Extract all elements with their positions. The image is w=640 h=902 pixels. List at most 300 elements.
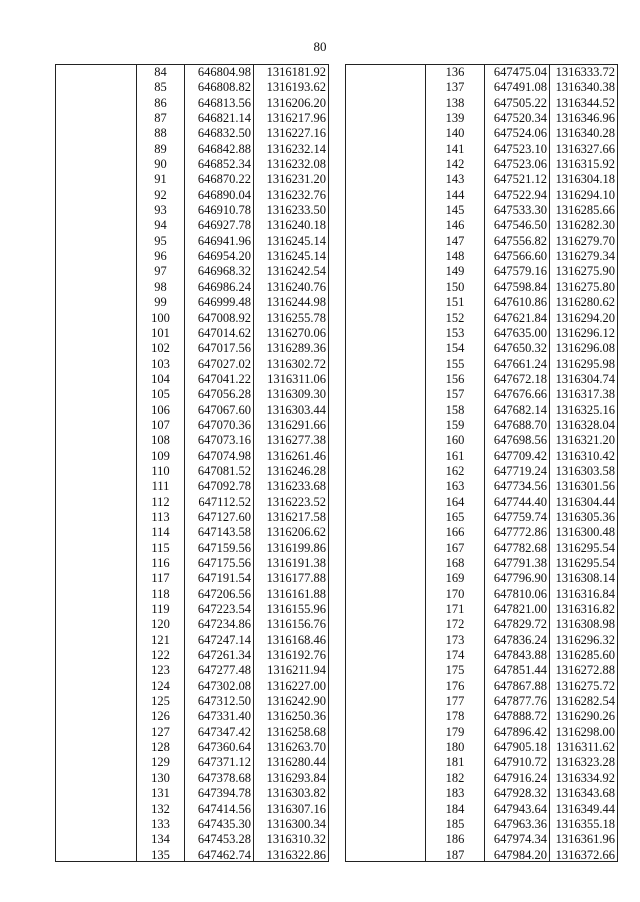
y-coordinate-cell: 1316340.38: [555, 80, 615, 95]
x-coordinate-cell: 647782.68: [493, 540, 547, 555]
y-coordinate-cell: 1316223.52: [266, 494, 326, 509]
x-coordinate-cell: 647698.56: [493, 433, 547, 448]
x-coordinate-cell: 647223.54: [197, 602, 251, 617]
y-coordinate-cell: 1316349.44: [555, 801, 615, 816]
y-coordinate-cell: 1316280.62: [555, 295, 615, 310]
x-coordinate-cell: 647719.24: [493, 463, 547, 478]
y-coordinate-cell: 1316155.96: [266, 602, 326, 617]
y-coordinate-cell: 1316325.16: [555, 402, 615, 417]
point-number-cell: 121: [151, 632, 170, 647]
x-coordinate-column: [484, 65, 549, 861]
x-coordinate-cell: 647312.50: [197, 694, 251, 709]
point-number-cell: 117: [151, 571, 170, 586]
point-number-cell: 114: [151, 525, 170, 540]
x-coordinate-cell: 646821.14: [197, 111, 251, 126]
x-coordinate-column: [184, 65, 253, 861]
point-number-cell: 111: [151, 479, 170, 494]
x-coordinate-cell: 647546.50: [493, 218, 547, 233]
y-coordinate-cell: 1316346.96: [555, 111, 615, 126]
x-coordinate-cell: 647127.60: [197, 509, 251, 524]
y-coordinate-cell: 1316343.68: [555, 786, 615, 801]
x-coordinate-cell: 647074.98: [197, 448, 251, 463]
point-number-cell: 175: [445, 663, 465, 678]
y-coordinate-cell: 1316316.84: [555, 586, 615, 601]
point-number-cell: 177: [445, 694, 465, 709]
x-coordinate-cell: 647414.56: [197, 801, 251, 816]
x-coordinate-cell: 647491.08: [493, 80, 547, 95]
point-number-cell: 87: [154, 111, 167, 126]
point-number-cell: 103: [151, 356, 170, 371]
point-number-cell: 187: [445, 847, 465, 862]
point-number-cell: 93: [154, 203, 167, 218]
y-coordinate-cell: 1316296.32: [555, 632, 615, 647]
point-number-column: [136, 65, 184, 861]
page-number: 80: [313, 39, 327, 54]
y-coordinate-cell: 1316211.94: [267, 663, 326, 678]
x-coordinate-cell: 647796.90: [493, 571, 547, 586]
y-coordinate-cell: 1316285.60: [555, 648, 615, 663]
y-coordinate-cell: 1316301.56: [555, 479, 615, 494]
point-number-cell: 164: [445, 494, 465, 509]
y-coordinate-cell: 1316206.62: [266, 525, 326, 540]
x-coordinate-cell: 647829.72: [493, 617, 547, 632]
coordinate-table-right: [345, 64, 618, 862]
y-coordinate-cell: 1316340.28: [555, 126, 615, 141]
y-coordinate-cell: 1316177.88: [266, 571, 326, 586]
x-coordinate-cell: 647159.56: [197, 540, 251, 555]
y-coordinate-cell: 1316328.04: [555, 417, 615, 432]
point-number-cell: 139: [445, 111, 465, 126]
x-coordinate-cell: 647331.40: [197, 709, 251, 724]
point-number-cell: 149: [445, 264, 465, 279]
y-coordinate-cell: 1316181.92: [266, 65, 326, 79]
y-coordinate-cell: 1316293.84: [266, 770, 326, 785]
point-number-cell: 176: [445, 678, 465, 693]
y-coordinate-cell: 1316304.74: [555, 371, 615, 386]
x-coordinate-cell: 647371.12: [197, 755, 251, 770]
x-coordinate-cell: 647672.18: [493, 371, 547, 386]
point-number-cell: 118: [151, 586, 170, 601]
point-number-cell: 161: [445, 448, 465, 463]
point-number-cell: 153: [445, 325, 465, 340]
point-number-cell: 180: [445, 740, 465, 755]
x-coordinate-cell: 646910.78: [197, 203, 251, 218]
point-number-cell: 86: [154, 95, 167, 110]
point-number-cell: 85: [154, 80, 167, 95]
x-coordinate-cell: 646927.78: [197, 218, 251, 233]
y-coordinate-cell: 1316246.28: [266, 463, 326, 478]
point-number-cell: 89: [154, 141, 167, 156]
point-number-cell: 163: [445, 479, 465, 494]
y-coordinate-cell: 1316277.38: [266, 433, 326, 448]
point-number-cell: 154: [445, 341, 465, 356]
y-coordinate-cell: 1316334.92: [555, 770, 615, 785]
point-number-cell: 141: [445, 141, 465, 156]
y-coordinate-cell: 1316282.30: [555, 218, 615, 233]
point-number-cell: 112: [151, 494, 170, 509]
y-coordinate-cell: 1316298.00: [555, 724, 615, 739]
point-number-cell: 94: [154, 218, 167, 233]
point-number-cell: 148: [445, 249, 465, 264]
y-coordinate-cell: 1316310.32: [266, 832, 326, 847]
y-coordinate-cell: 1316242.54: [266, 264, 326, 279]
y-coordinate-cell: 1316294.20: [555, 310, 615, 325]
x-coordinate-cell: 647943.64: [493, 801, 547, 816]
point-number-cell: 171: [445, 602, 465, 617]
y-coordinate-cell: 1316227.16: [266, 126, 326, 141]
point-number-cell: 172: [445, 617, 465, 632]
point-number-cell: 144: [445, 187, 465, 202]
y-coordinate-column: [549, 65, 617, 861]
y-coordinate-cell: 1316242.90: [266, 694, 326, 709]
point-number-cell: 150: [445, 279, 465, 294]
y-coordinate-cell: 1316217.96: [266, 111, 326, 126]
y-coordinate-cell: 1316232.14: [266, 141, 326, 156]
y-coordinate-cell: 1316291.66: [266, 417, 326, 432]
x-coordinate-cell: 646968.32: [197, 264, 251, 279]
point-number-cell: 128: [151, 740, 170, 755]
x-coordinate-cell: 647963.36: [493, 816, 547, 831]
x-coordinate-cell: 647206.56: [197, 586, 251, 601]
x-coordinate-cell: 647984.20: [493, 847, 547, 862]
x-coordinate-cell: 647008.92: [197, 310, 251, 325]
y-coordinate-cell: 1316199.86: [266, 540, 326, 555]
x-coordinate-cell: 647014.62: [197, 325, 251, 340]
x-coordinate-cell: 647522.94: [493, 187, 547, 202]
point-number-column: [425, 65, 484, 861]
y-coordinate-cell: 1316282.54: [555, 694, 615, 709]
x-coordinate-cell: 646852.34: [197, 157, 251, 172]
point-number-cell: 96: [154, 249, 167, 264]
point-number-cell: 125: [151, 694, 170, 709]
x-coordinate-cell: 647650.32: [493, 341, 547, 356]
x-coordinate-cell: 647302.08: [197, 678, 251, 693]
x-coordinate-cell: 646890.04: [197, 187, 251, 202]
y-coordinate-cell: 1316296.12: [555, 325, 615, 340]
y-coordinate-cell: 1316315.92: [555, 157, 615, 172]
x-coordinate-cell: 647734.56: [493, 479, 547, 494]
point-number-cell: 119: [151, 602, 170, 617]
y-coordinate-cell: 1316227.00: [266, 678, 326, 693]
point-number-cell: 92: [154, 187, 167, 202]
point-number-cell: 95: [154, 233, 167, 248]
x-coordinate-cell: 647081.52: [197, 463, 251, 478]
point-number-cell: 167: [445, 540, 465, 555]
y-coordinate-cell: 1316217.58: [266, 509, 326, 524]
point-number-cell: 84: [154, 65, 167, 79]
point-number-cell: 110: [151, 463, 170, 478]
y-coordinate-cell: 1316300.48: [555, 525, 615, 540]
x-coordinate-cell: 647073.16: [197, 433, 251, 448]
point-number-cell: 106: [151, 402, 170, 417]
x-coordinate-cell: 647533.30: [493, 203, 547, 218]
point-number-cell: 185: [445, 816, 465, 831]
x-coordinate-cell: 647843.88: [493, 648, 547, 663]
x-coordinate-cell: 647579.16: [493, 264, 547, 279]
point-number-cell: 90: [154, 157, 167, 172]
point-number-cell: 155: [445, 356, 465, 371]
y-coordinate-cell: 1316355.18: [555, 816, 615, 831]
point-number-cell: 97: [154, 264, 167, 279]
y-coordinate-cell: 1316272.88: [555, 663, 615, 678]
y-coordinate-cell: 1316279.34: [555, 249, 615, 264]
x-coordinate-cell: 647877.76: [493, 694, 547, 709]
x-coordinate-cell: 647810.06: [493, 586, 547, 601]
x-coordinate-cell: 647682.14: [493, 402, 547, 417]
y-coordinate-cell: 1316304.44: [555, 494, 615, 509]
y-coordinate-cell: 1316303.58: [555, 463, 615, 478]
x-coordinate-cell: 647836.24: [493, 632, 547, 647]
point-number-cell: 120: [151, 617, 170, 632]
x-coordinate-cell: 647867.88: [493, 678, 547, 693]
point-number-cell: 157: [445, 387, 465, 402]
point-number-cell: 170: [445, 586, 465, 601]
point-number-cell: 131: [151, 786, 170, 801]
x-coordinate-cell: 647523.10: [493, 141, 547, 156]
x-coordinate-cell: 647524.06: [493, 126, 547, 141]
point-number-cell: 174: [445, 648, 465, 663]
x-coordinate-cell: 647772.86: [493, 525, 547, 540]
x-coordinate-cell: 647027.02: [197, 356, 251, 371]
blank-column: [56, 65, 136, 861]
point-number-cell: 166: [445, 525, 465, 540]
y-coordinate-cell: 1316372.66: [555, 847, 615, 862]
x-coordinate-cell: 646832.50: [197, 126, 251, 141]
y-coordinate-cell: 1316295.54: [555, 556, 615, 570]
x-coordinate-cell: 647598.84: [493, 279, 547, 294]
point-number-cell: 186: [445, 832, 465, 847]
x-coordinate-cell: 647017.56: [197, 341, 251, 356]
y-coordinate-cell: 1316322.86: [266, 847, 326, 862]
point-number-cell: 134: [151, 832, 170, 847]
x-coordinate-cell: 647520.34: [493, 111, 547, 126]
x-coordinate-cell: 647910.72: [493, 755, 547, 770]
x-coordinate-cell: 646870.22: [197, 172, 251, 187]
x-coordinate-cell: 647928.32: [493, 786, 547, 801]
point-number-cell: 182: [445, 770, 465, 785]
point-number-cell: 181: [445, 755, 465, 770]
x-coordinate-cell: 647974.34: [493, 832, 547, 847]
y-coordinate-cell: 1316303.82: [266, 786, 326, 801]
point-number-cell: 99: [154, 295, 167, 310]
y-coordinate-cell: 1316193.62: [266, 80, 326, 95]
y-coordinate-cell: 1316300.34: [266, 816, 326, 831]
y-coordinate-cell: 1316327.66: [555, 141, 615, 156]
y-coordinate-cell: 1316294.10: [555, 187, 615, 202]
y-coordinate-cell: 1316302.72: [266, 356, 326, 371]
y-coordinate-cell: 1316206.20: [266, 95, 326, 110]
y-coordinate-cell: 1316255.78: [266, 310, 326, 325]
x-coordinate-cell: 647247.14: [197, 632, 251, 647]
point-number-cell: 184: [445, 801, 465, 816]
x-coordinate-cell: 647521.12: [493, 172, 547, 187]
x-coordinate-cell: 647688.70: [493, 417, 547, 432]
x-coordinate-cell: 647070.36: [197, 417, 251, 432]
point-number-cell: 140: [445, 126, 465, 141]
x-coordinate-cell: 647092.78: [197, 479, 251, 494]
y-coordinate-cell: 1316191.38: [266, 556, 326, 570]
y-coordinate-cell: 1316240.18: [266, 218, 326, 233]
y-coordinate-cell: 1316310.42: [555, 448, 615, 463]
y-coordinate-cell: 1316156.76: [266, 617, 326, 632]
y-coordinate-cell: 1316232.08: [266, 157, 326, 172]
y-coordinate-cell: 1316305.36: [555, 509, 615, 524]
y-coordinate-cell: 1316279.70: [555, 233, 615, 248]
point-number-cell: 136: [445, 65, 465, 79]
x-coordinate-cell: 647556.82: [493, 233, 547, 248]
x-coordinate-cell: 646986.24: [197, 279, 251, 294]
point-number-cell: 173: [445, 632, 465, 647]
x-coordinate-cell: 647261.34: [197, 648, 251, 663]
point-number-cell: 169: [445, 571, 465, 586]
x-coordinate-cell: 647435.30: [197, 816, 251, 831]
point-number-cell: 138: [445, 95, 465, 110]
point-number-cell: 133: [151, 816, 170, 831]
blank-column: [346, 65, 425, 861]
y-coordinate-cell: 1316275.90: [555, 264, 615, 279]
x-coordinate-cell: 647056.28: [197, 387, 251, 402]
x-coordinate-cell: 647041.22: [197, 371, 251, 386]
point-number-cell: 127: [151, 724, 170, 739]
y-coordinate-cell: 1316290.26: [555, 709, 615, 724]
point-number-cell: 116: [151, 556, 170, 570]
y-coordinate-column: [253, 65, 328, 861]
y-coordinate-cell: 1316250.36: [266, 709, 326, 724]
point-number-cell: 147: [445, 233, 465, 248]
x-coordinate-cell: 646999.48: [197, 295, 251, 310]
point-number-cell: 105: [151, 387, 170, 402]
x-coordinate-cell: 647821.00: [493, 602, 547, 617]
point-number-cell: 146: [445, 218, 465, 233]
point-number-cell: 143: [445, 172, 465, 187]
y-coordinate-cell: 1316168.46: [266, 632, 326, 647]
x-coordinate-cell: 646954.20: [197, 249, 251, 264]
point-number-cell: 179: [445, 724, 465, 739]
point-number-cell: 104: [151, 371, 170, 386]
x-coordinate-cell: 647896.42: [493, 724, 547, 739]
y-coordinate-cell: 1316323.28: [555, 755, 615, 770]
y-coordinate-cell: 1316308.14: [555, 571, 615, 586]
y-coordinate-cell: 1316231.20: [266, 172, 326, 187]
point-number-cell: 126: [151, 709, 170, 724]
point-number-cell: 156: [445, 371, 465, 386]
y-coordinate-cell: 1316280.44: [266, 755, 326, 770]
point-number-cell: 88: [154, 126, 167, 141]
x-coordinate-cell: 647744.40: [493, 494, 547, 509]
y-coordinate-cell: 1316232.76: [266, 187, 326, 202]
y-coordinate-cell: 1316258.68: [266, 724, 326, 739]
x-coordinate-cell: 647191.54: [197, 571, 251, 586]
x-coordinate-cell: 647523.06: [493, 157, 547, 172]
y-coordinate-cell: 1316344.52: [555, 95, 615, 110]
point-number-cell: 168: [445, 556, 465, 570]
point-number-cell: 129: [151, 755, 170, 770]
x-coordinate-cell: 647905.18: [493, 740, 547, 755]
y-coordinate-cell: 1316309.30: [266, 387, 326, 402]
x-coordinate-cell: 647661.24: [493, 356, 547, 371]
y-coordinate-cell: 1316285.66: [555, 203, 615, 218]
y-coordinate-cell: 1316263.70: [266, 740, 326, 755]
point-number-cell: 151: [445, 295, 465, 310]
point-number-cell: 132: [151, 801, 170, 816]
point-number-cell: 101: [151, 325, 170, 340]
x-coordinate-cell: 647759.74: [493, 509, 547, 524]
x-coordinate-cell: 647635.00: [493, 325, 547, 340]
y-coordinate-cell: 1316308.98: [555, 617, 615, 632]
y-coordinate-cell: 1316296.08: [555, 341, 615, 356]
y-coordinate-cell: 1316333.72: [555, 65, 615, 79]
point-number-cell: 183: [445, 786, 465, 801]
point-number-cell: 108: [151, 433, 170, 448]
point-number-cell: 115: [151, 540, 170, 555]
y-coordinate-cell: 1316245.14: [266, 233, 326, 248]
x-coordinate-cell: 647621.84: [493, 310, 547, 325]
y-coordinate-cell: 1316295.98: [555, 356, 615, 371]
point-number-cell: 113: [151, 509, 170, 524]
x-coordinate-cell: 646941.96: [197, 233, 251, 248]
x-coordinate-cell: 646804.98: [197, 65, 251, 79]
x-coordinate-cell: 647676.66: [493, 387, 547, 402]
x-coordinate-cell: 647851.44: [493, 663, 547, 678]
coordinate-table-left: [55, 64, 329, 862]
y-coordinate-cell: 1316275.80: [555, 279, 615, 294]
y-coordinate-cell: 1316233.68: [266, 479, 326, 494]
point-number-cell: 107: [151, 417, 170, 432]
point-number-cell: 165: [445, 509, 465, 524]
x-coordinate-cell: 647916.24: [493, 770, 547, 785]
point-number-cell: 178: [445, 709, 465, 724]
y-coordinate-cell: 1316270.06: [266, 325, 326, 340]
point-number-cell: 159: [445, 417, 465, 432]
x-coordinate-cell: 647143.58: [197, 525, 251, 540]
y-coordinate-cell: 1316289.36: [266, 341, 326, 356]
y-coordinate-cell: 1316245.14: [266, 249, 326, 264]
point-number-cell: 130: [151, 770, 170, 785]
point-number-cell: 160: [445, 433, 465, 448]
point-number-cell: 122: [151, 648, 170, 663]
x-coordinate-cell: 647234.86: [197, 617, 251, 632]
x-coordinate-cell: 647347.42: [197, 724, 251, 739]
x-coordinate-cell: 647709.42: [493, 448, 547, 463]
x-coordinate-cell: 646813.56: [197, 95, 251, 110]
y-coordinate-cell: 1316317.38: [555, 387, 615, 402]
x-coordinate-cell: 647453.28: [197, 832, 251, 847]
x-coordinate-cell: 647112.52: [198, 494, 251, 509]
point-number-cell: 91: [154, 172, 167, 187]
x-coordinate-cell: 647277.48: [197, 663, 251, 678]
point-number-cell: 98: [154, 279, 167, 294]
y-coordinate-cell: 1316240.76: [266, 279, 326, 294]
x-coordinate-cell: 647505.22: [493, 95, 547, 110]
point-number-cell: 137: [445, 80, 465, 95]
point-number-cell: 124: [151, 678, 170, 693]
point-number-cell: 162: [445, 463, 465, 478]
y-coordinate-cell: 1316361.96: [555, 832, 615, 847]
y-coordinate-cell: 1316304.18: [555, 172, 615, 187]
point-number-cell: 158: [445, 402, 465, 417]
x-coordinate-cell: 647462.74: [197, 847, 251, 862]
x-coordinate-cell: 647394.78: [197, 786, 251, 801]
x-coordinate-cell: 647791.38: [493, 556, 547, 570]
x-coordinate-cell: 647175.56: [197, 556, 251, 570]
y-coordinate-cell: 1316295.54: [555, 540, 615, 555]
x-coordinate-cell: 647888.72: [493, 709, 547, 724]
y-coordinate-cell: 1316261.46: [266, 448, 326, 463]
y-coordinate-cell: 1316192.76: [266, 648, 326, 663]
x-coordinate-cell: 647475.04: [493, 65, 547, 79]
y-coordinate-cell: 1316316.82: [555, 602, 615, 617]
x-coordinate-cell: 647378.68: [197, 770, 251, 785]
